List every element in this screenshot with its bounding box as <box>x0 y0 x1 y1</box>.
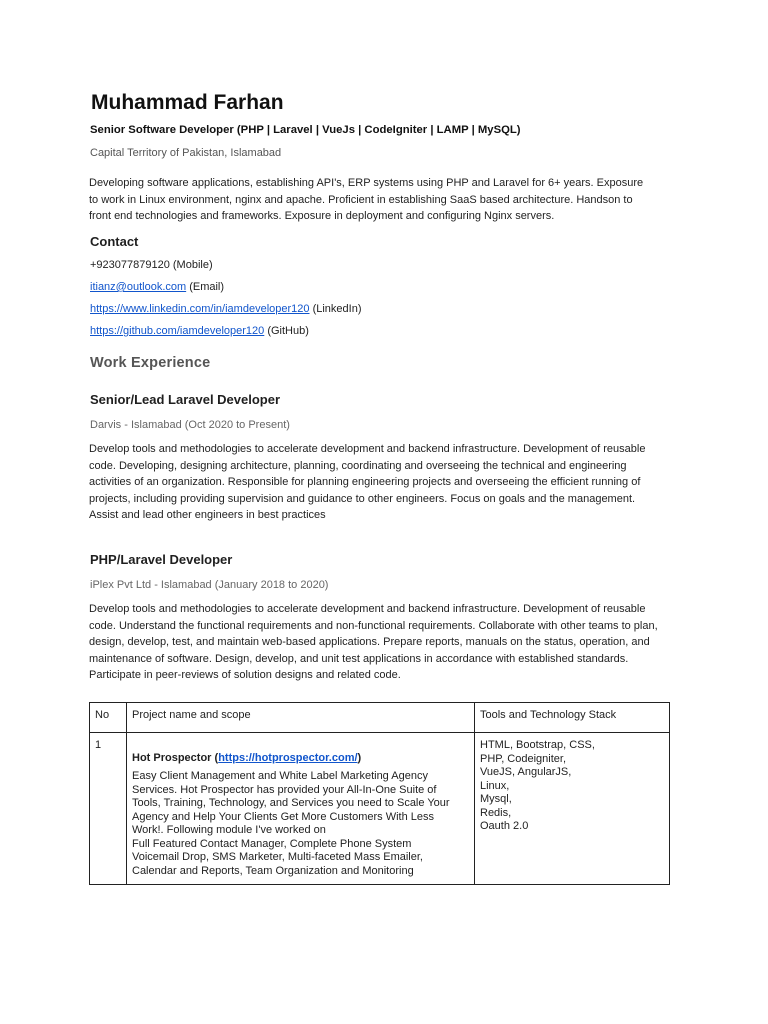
contact-heading: Contact <box>90 234 139 249</box>
project-title-end: ) <box>357 752 362 764</box>
job-description <box>89 441 679 524</box>
project-description-line: Easy Client Management and White Label Marketing Agency <box>132 770 428 782</box>
project-link[interactable]: https://hotprospector.com/ <box>218 752 358 764</box>
email-link[interactable]: itianz@outlook.com <box>90 281 187 293</box>
job-description-line: Develop tools and methodologies to accelerate development and backend infrastructure. Development of reusable <box>89 603 646 615</box>
project-description <box>132 770 469 878</box>
company-separator: - <box>151 579 161 591</box>
company-separator: - <box>121 419 131 431</box>
company-place: Islamabad (January 2018 to 2020) <box>160 579 329 591</box>
stack-item: HTML, Bootstrap, CSS, <box>480 739 595 751</box>
project-description-line: Agency and Help Your Clients Get More Customers With Less <box>132 810 435 823</box>
job-description-line: activities of an organization. Responsible for planning engineering projects and overseeing the efficient running of <box>89 476 641 488</box>
email-suffix: (Email) <box>186 281 225 293</box>
project-description-line: Voicemail Drop, SMS Marketer, Multi-faceted Mass Emailer, <box>132 851 423 863</box>
project-description-line: Calendar and Reports, Team Organization and Monitoring <box>132 864 414 877</box>
linkedin-link[interactable]: https://www.linkedin.com/in/iamdeveloper120 <box>90 303 310 315</box>
summary-line: front end technologies and frameworks. Exposure in deployment and configuring Nginx servers. <box>89 210 555 222</box>
company-name: Darvis <box>90 419 122 431</box>
table-row <box>90 733 670 885</box>
headline: Senior Software Developer (PHP | Laravel | VueJs | CodeIgniter | LAMP | MySQL) <box>90 124 521 136</box>
table-header-row <box>90 703 670 733</box>
job-description-line: projects, including providing supervision and guidance to other engineers. Focus on goals and the management. <box>89 492 636 505</box>
linkedin-suffix: (LinkedIn) <box>309 303 362 315</box>
job-company <box>90 579 328 591</box>
stack-item: Oauth 2.0 <box>480 820 529 832</box>
contact-github <box>90 325 309 337</box>
job-description-line: Develop tools and methodologies to accelerate development and backend infrastructure. Development of reusable <box>89 443 646 455</box>
job-title: PHP/Laravel Developer <box>90 552 233 567</box>
stack-cell <box>475 733 670 885</box>
header-stack: Tools and Technology Stack <box>475 703 670 733</box>
job-description <box>89 601 679 684</box>
row-number: 1 <box>90 733 127 885</box>
contact-phone: +923077879120 (Mobile) <box>90 259 213 271</box>
summary <box>89 175 679 225</box>
header-project: Project name and scope <box>127 703 475 733</box>
project-description-line: Work!. Following module I've worked on <box>132 824 326 836</box>
github-suffix: (GitHub) <box>264 325 309 337</box>
location: Capital Territory of Pakistan, Islamabad <box>90 147 282 159</box>
summary-line: Developing software applications, establishing API's, ERP systems using PHP and Laravel for 6+ years. Exposure <box>89 177 644 189</box>
company-place: Islamabad (Oct 2020 to Present) <box>130 419 290 431</box>
stack-list <box>480 739 664 834</box>
company-name: iPlex Pvt Ltd <box>90 579 152 591</box>
contact-email <box>90 281 224 293</box>
stack-item: Redis, <box>480 806 512 819</box>
stack-item: Linux, <box>480 779 510 792</box>
github-link[interactable]: https://github.com/iamdeveloper120 <box>90 325 265 337</box>
job-title: Senior/Lead Laravel Developer <box>90 392 281 407</box>
job-description-line: design, develop, test, and maintain web-based applications. Prepare reports, manuals on the status, operation, and <box>89 636 650 648</box>
job-company <box>90 419 290 431</box>
job-description-line: Participate in peer-reviews of solution designs and related code. <box>89 669 401 681</box>
header-no: No <box>90 703 127 733</box>
job-description-line: maintenance of software. Design, develop, and unit test applications in accordance with established standards. <box>89 652 629 665</box>
work-experience-heading: Work Experience <box>90 355 211 371</box>
project-name: Hot Prospector ( <box>132 752 219 764</box>
project-description-line: Full Featured Contact Manager, Complete Phone System <box>132 837 412 850</box>
project-cell <box>127 733 475 885</box>
project-description-line: Services. Hot Prospector has provided your All-In-One Suite of <box>132 783 437 796</box>
job-description-line: code. Developing, designing architecture, planning, coordinating and overseeing the technical and engineering <box>89 459 627 472</box>
projects-table <box>89 702 670 885</box>
summary-line: to work in Linux environment, nginx and apache. Proficient in establishing SaaS based architecture. Handson to <box>89 193 633 206</box>
stack-item: PHP, Codeigniter, <box>480 752 567 765</box>
job-description-line: code. Understand the functional requirements and non-functional requirements. Collaborate with other teams to plan, <box>89 619 658 632</box>
contact-linkedin <box>90 303 362 315</box>
project-description-line: Tools, Training, Technology, and Services you need to Scale Your <box>132 797 450 809</box>
stack-item: VueJS, AngularJS, <box>480 766 572 778</box>
stack-item: Mysql, <box>480 793 512 805</box>
candidate-name: Muhammad Farhan <box>91 91 284 114</box>
project-title <box>132 752 469 764</box>
job-description-line: Assist and lead other engineers in best practices <box>89 509 326 521</box>
